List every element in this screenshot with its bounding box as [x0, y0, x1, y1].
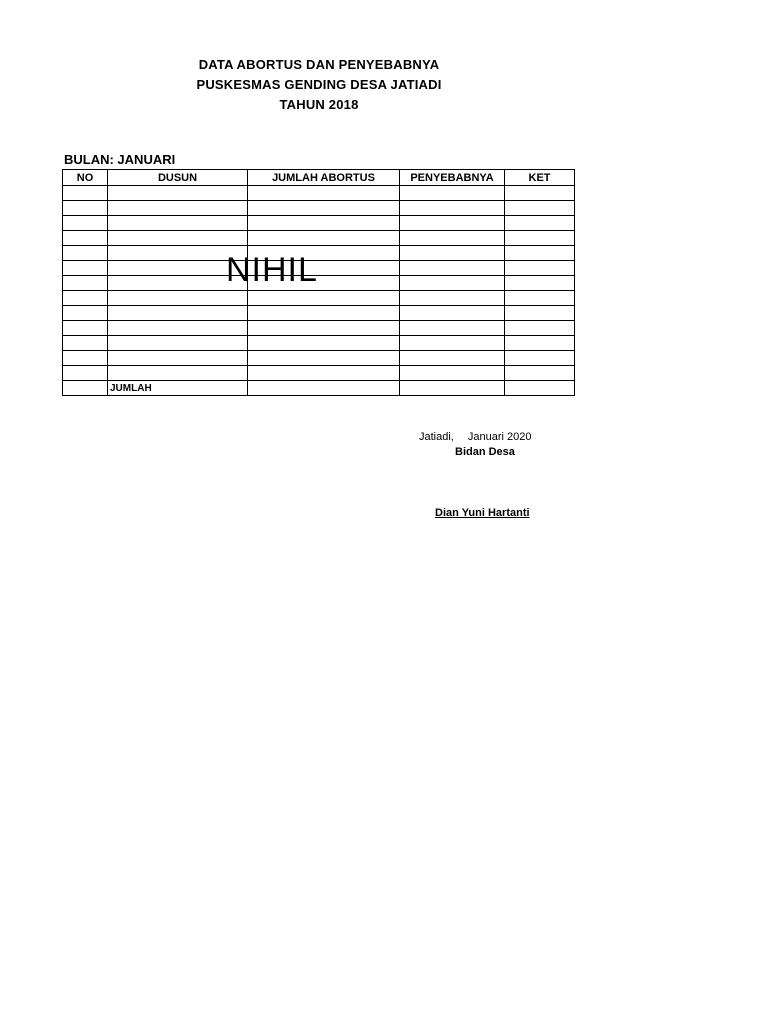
table-row — [63, 336, 575, 351]
abortus-data-table — [62, 169, 575, 396]
table-cell — [400, 351, 505, 366]
table-cell — [63, 366, 108, 381]
table-cell — [248, 186, 400, 201]
signer-name: Dian Yuni Hartanti — [435, 507, 530, 519]
table-cell — [108, 306, 248, 321]
table-cell — [400, 231, 505, 246]
table-cell — [400, 246, 505, 261]
table-cell — [63, 276, 108, 291]
table-cell — [108, 366, 248, 381]
table-cell — [505, 231, 575, 246]
table-cell — [63, 321, 108, 336]
table-row — [63, 276, 575, 291]
column-header-dusun: DUSUN — [108, 170, 248, 186]
signature-date: Januari 2020 — [467, 431, 532, 443]
table-cell — [400, 186, 505, 201]
table-cell — [400, 306, 505, 321]
table-row — [63, 351, 575, 366]
total-cell-ket — [505, 381, 575, 396]
table-cell — [63, 336, 108, 351]
table-cell — [63, 291, 108, 306]
table-cell — [248, 291, 400, 306]
month-label: BULAN: JANUARI — [64, 152, 176, 167]
table-row — [63, 291, 575, 306]
table-cell — [400, 261, 505, 276]
table-cell — [505, 306, 575, 321]
table-row — [63, 261, 575, 276]
table-cell — [400, 276, 505, 291]
table-total-row — [63, 381, 575, 396]
report-subtitle-year: TAHUN 2018 — [279, 97, 359, 112]
column-header-jumlah-abortus: JUMLAH ABORTUS — [248, 170, 400, 186]
table-body — [63, 186, 575, 396]
table-cell — [505, 291, 575, 306]
table-row — [63, 246, 575, 261]
table-cell — [63, 216, 108, 231]
table-header-row — [63, 170, 575, 186]
table-cell — [400, 336, 505, 351]
table-cell — [248, 201, 400, 216]
nihil-overlay-text: NIHIL — [226, 251, 318, 289]
table-cell — [505, 366, 575, 381]
table-cell — [400, 321, 505, 336]
table-cell — [505, 351, 575, 366]
total-cell-no — [63, 381, 108, 396]
table-cell — [63, 201, 108, 216]
table-row — [63, 186, 575, 201]
table-row — [63, 231, 575, 246]
table-cell — [108, 336, 248, 351]
column-header-penyebabnya: PENYEBABNYA — [400, 170, 505, 186]
table-cell — [108, 201, 248, 216]
table-cell — [248, 321, 400, 336]
table-row — [63, 216, 575, 231]
table-cell — [108, 216, 248, 231]
total-label: JUMLAH — [108, 381, 248, 396]
table-cell — [400, 366, 505, 381]
table-row — [63, 321, 575, 336]
table-cell — [505, 216, 575, 231]
table-cell — [248, 306, 400, 321]
signer-role: Bidan Desa — [455, 446, 515, 458]
table-cell — [63, 231, 108, 246]
table-cell — [400, 201, 505, 216]
table-cell — [63, 351, 108, 366]
table-cell — [505, 276, 575, 291]
column-header-no: NO — [63, 170, 108, 186]
table-cell — [108, 231, 248, 246]
table-cell — [108, 351, 248, 366]
table-cell — [505, 186, 575, 201]
table-cell — [108, 186, 248, 201]
table-row — [63, 366, 575, 381]
table-cell — [248, 231, 400, 246]
table-cell — [248, 336, 400, 351]
table-cell — [248, 216, 400, 231]
table-cell — [400, 216, 505, 231]
table-cell — [505, 336, 575, 351]
signature-place: Jatiadi, — [419, 431, 454, 443]
table-row — [63, 306, 575, 321]
table-cell — [505, 321, 575, 336]
report-title-block — [170, 55, 468, 115]
table-cell — [505, 246, 575, 261]
table-cell — [505, 261, 575, 276]
report-title: DATA ABORTUS DAN PENYEBABNYA — [198, 57, 440, 72]
table-cell — [63, 306, 108, 321]
table-cell — [63, 261, 108, 276]
table-cell — [63, 186, 108, 201]
place-date-line — [419, 431, 531, 443]
table-cell — [108, 321, 248, 336]
report-subtitle-location: PUSKESMAS GENDING DESA JATIADI — [196, 77, 442, 92]
table-row — [63, 201, 575, 216]
table-cell — [63, 246, 108, 261]
total-cell-penyebab — [400, 381, 505, 396]
table-cell — [108, 291, 248, 306]
table-cell — [248, 351, 400, 366]
total-cell-jumlah — [248, 381, 400, 396]
table-cell — [400, 291, 505, 306]
table-cell — [505, 201, 575, 216]
table-cell — [248, 366, 400, 381]
column-header-ket: KET — [505, 170, 575, 186]
